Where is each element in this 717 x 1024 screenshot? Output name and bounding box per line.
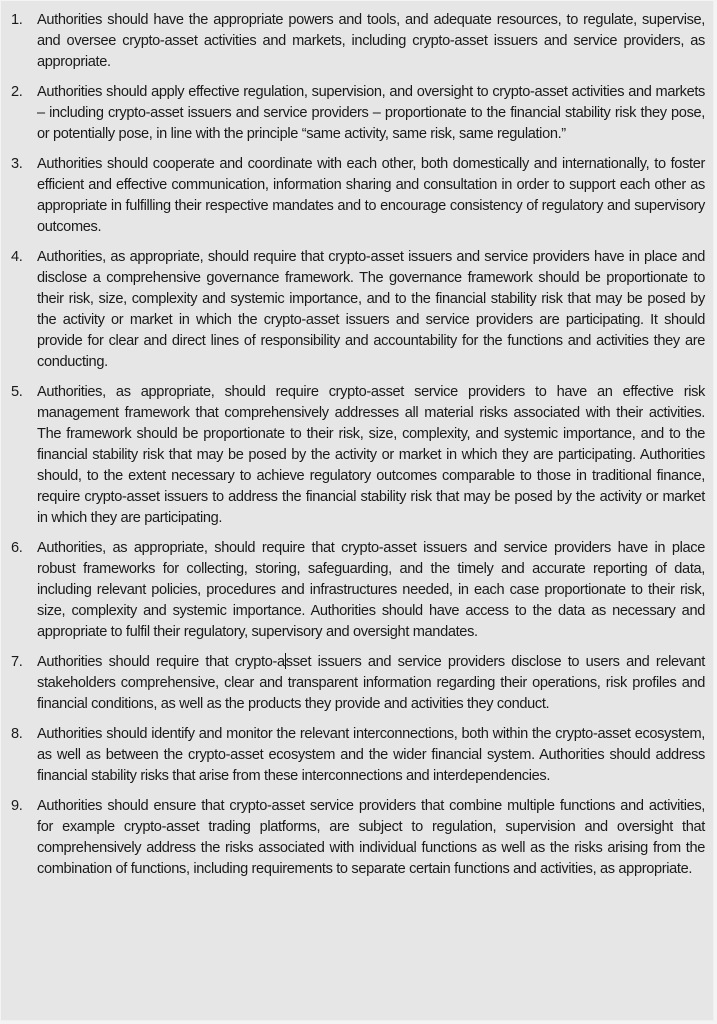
- item-text[interactable]: Authorities should apply effective regulation, supervision, and oversight to crypto-asset activities and markets – including crypto-asset issuers and service providers – proportionate to the financial stability risk they pose, or potentially pose, in line with the principle “same activity, same risk, same regulation.”: [37, 84, 705, 142]
- item-text-after-caret: sset issuers and service providers disclose to users and relevant stakeholders comprehensive, clear and transparent information regarding their operations, risk profiles and financial conditions, as well as the products they provide and activities they conduct.: [37, 654, 705, 712]
- item-number: 9.: [11, 798, 23, 814]
- item-number: 8.: [11, 726, 23, 742]
- item-number: 6.: [11, 540, 23, 556]
- item-text[interactable]: Authorities, as appropriate, should require that crypto-asset issuers and service providers have in place and disclose a comprehensive governance framework. The governance framework should be proportionate to their risk, size, complexity and systemic importance, and to the financial stability risk that may be posed by the activity or market in which the crypto-asset issuers and service providers are participating. It should provide for clear and direct lines of responsibility and accountability for the functions and activities they are conducting.: [37, 249, 705, 370]
- document-page: [1, 1, 714, 1021]
- list-item: [1, 538, 714, 643]
- item-text-before-caret: Authorities should require that crypto-a: [37, 654, 285, 670]
- recommendations-list: [1, 10, 714, 889]
- item-text[interactable]: Authorities should identify and monitor the relevant interconnections, both within the crypto-asset ecosystem, as well as between the crypto-asset ecosystem and the wider financial system. Authorities should address financial stability risks that arise from these interconnections and interdependencies.: [37, 726, 705, 784]
- list-item: [1, 82, 714, 145]
- item-text[interactable]: Authorities should ensure that crypto-asset service providers that combine multiple functions and activities, for example crypto-asset trading platforms, are subject to regulation, supervision and oversight that comprehensively address the risks associated with individual functions as well as the risks arising from the combination of functions, including requirements to separate certain functions and activities, as appropriate.: [37, 798, 705, 877]
- item-text[interactable]: Authorities should cooperate and coordinate with each other, both domestically and internationally, to foster efficient and effective communication, information sharing and consultation in order to support each other as appropriate in fulfilling their respective mandates and to encourage consistency of regulatory and supervisory outcomes.: [37, 156, 705, 235]
- list-item: [1, 652, 714, 715]
- item-number: 5.: [11, 384, 23, 400]
- item-number: 3.: [11, 156, 23, 172]
- item-number: 2.: [11, 84, 23, 100]
- list-item: [1, 724, 714, 787]
- item-text[interactable]: Authorities, as appropriate, should require crypto-asset service providers to have an effective risk management framework that comprehensively addresses all material risks associated with their activities. The framework should be proportionate to their risk, size, complexity, and systemic importance, and to the financial stability risk that may be posed by the activity or market in which they are participating. Authorities should, to the extent necessary to achieve regulatory outcomes comparable to those in traditional finance, require crypto-asset issuers to address the financial stability risk that may be posed by the activity or market in which they are participating.: [37, 384, 705, 526]
- item-text[interactable]: Authorities, as appropriate, should require that crypto-asset issuers and service providers have in place robust frameworks for collecting, storing, safeguarding, and the timely and accurate reporting of data, including relevant policies, procedures and infrastructures needed, in each case proportionate to their risk, size, complexity and systemic importance. Authorities should have access to the data as necessary and appropriate to fulfil their regulatory, supervisory and oversight mandates.: [37, 540, 705, 640]
- item-number: 7.: [11, 654, 23, 670]
- list-item: [1, 796, 714, 880]
- list-item: [1, 154, 714, 238]
- item-text[interactable]: Authorities should have the appropriate powers and tools, and adequate resources, to regulate, supervise, and oversee crypto-asset activities and markets, including crypto-asset issuers and service providers, as appropriate.: [37, 12, 705, 70]
- list-item: [1, 382, 714, 529]
- item-number: 4.: [11, 249, 23, 265]
- list-item: [1, 247, 714, 373]
- item-number: 1.: [11, 12, 23, 28]
- list-item: [1, 10, 714, 73]
- item-text[interactable]: [37, 652, 705, 715]
